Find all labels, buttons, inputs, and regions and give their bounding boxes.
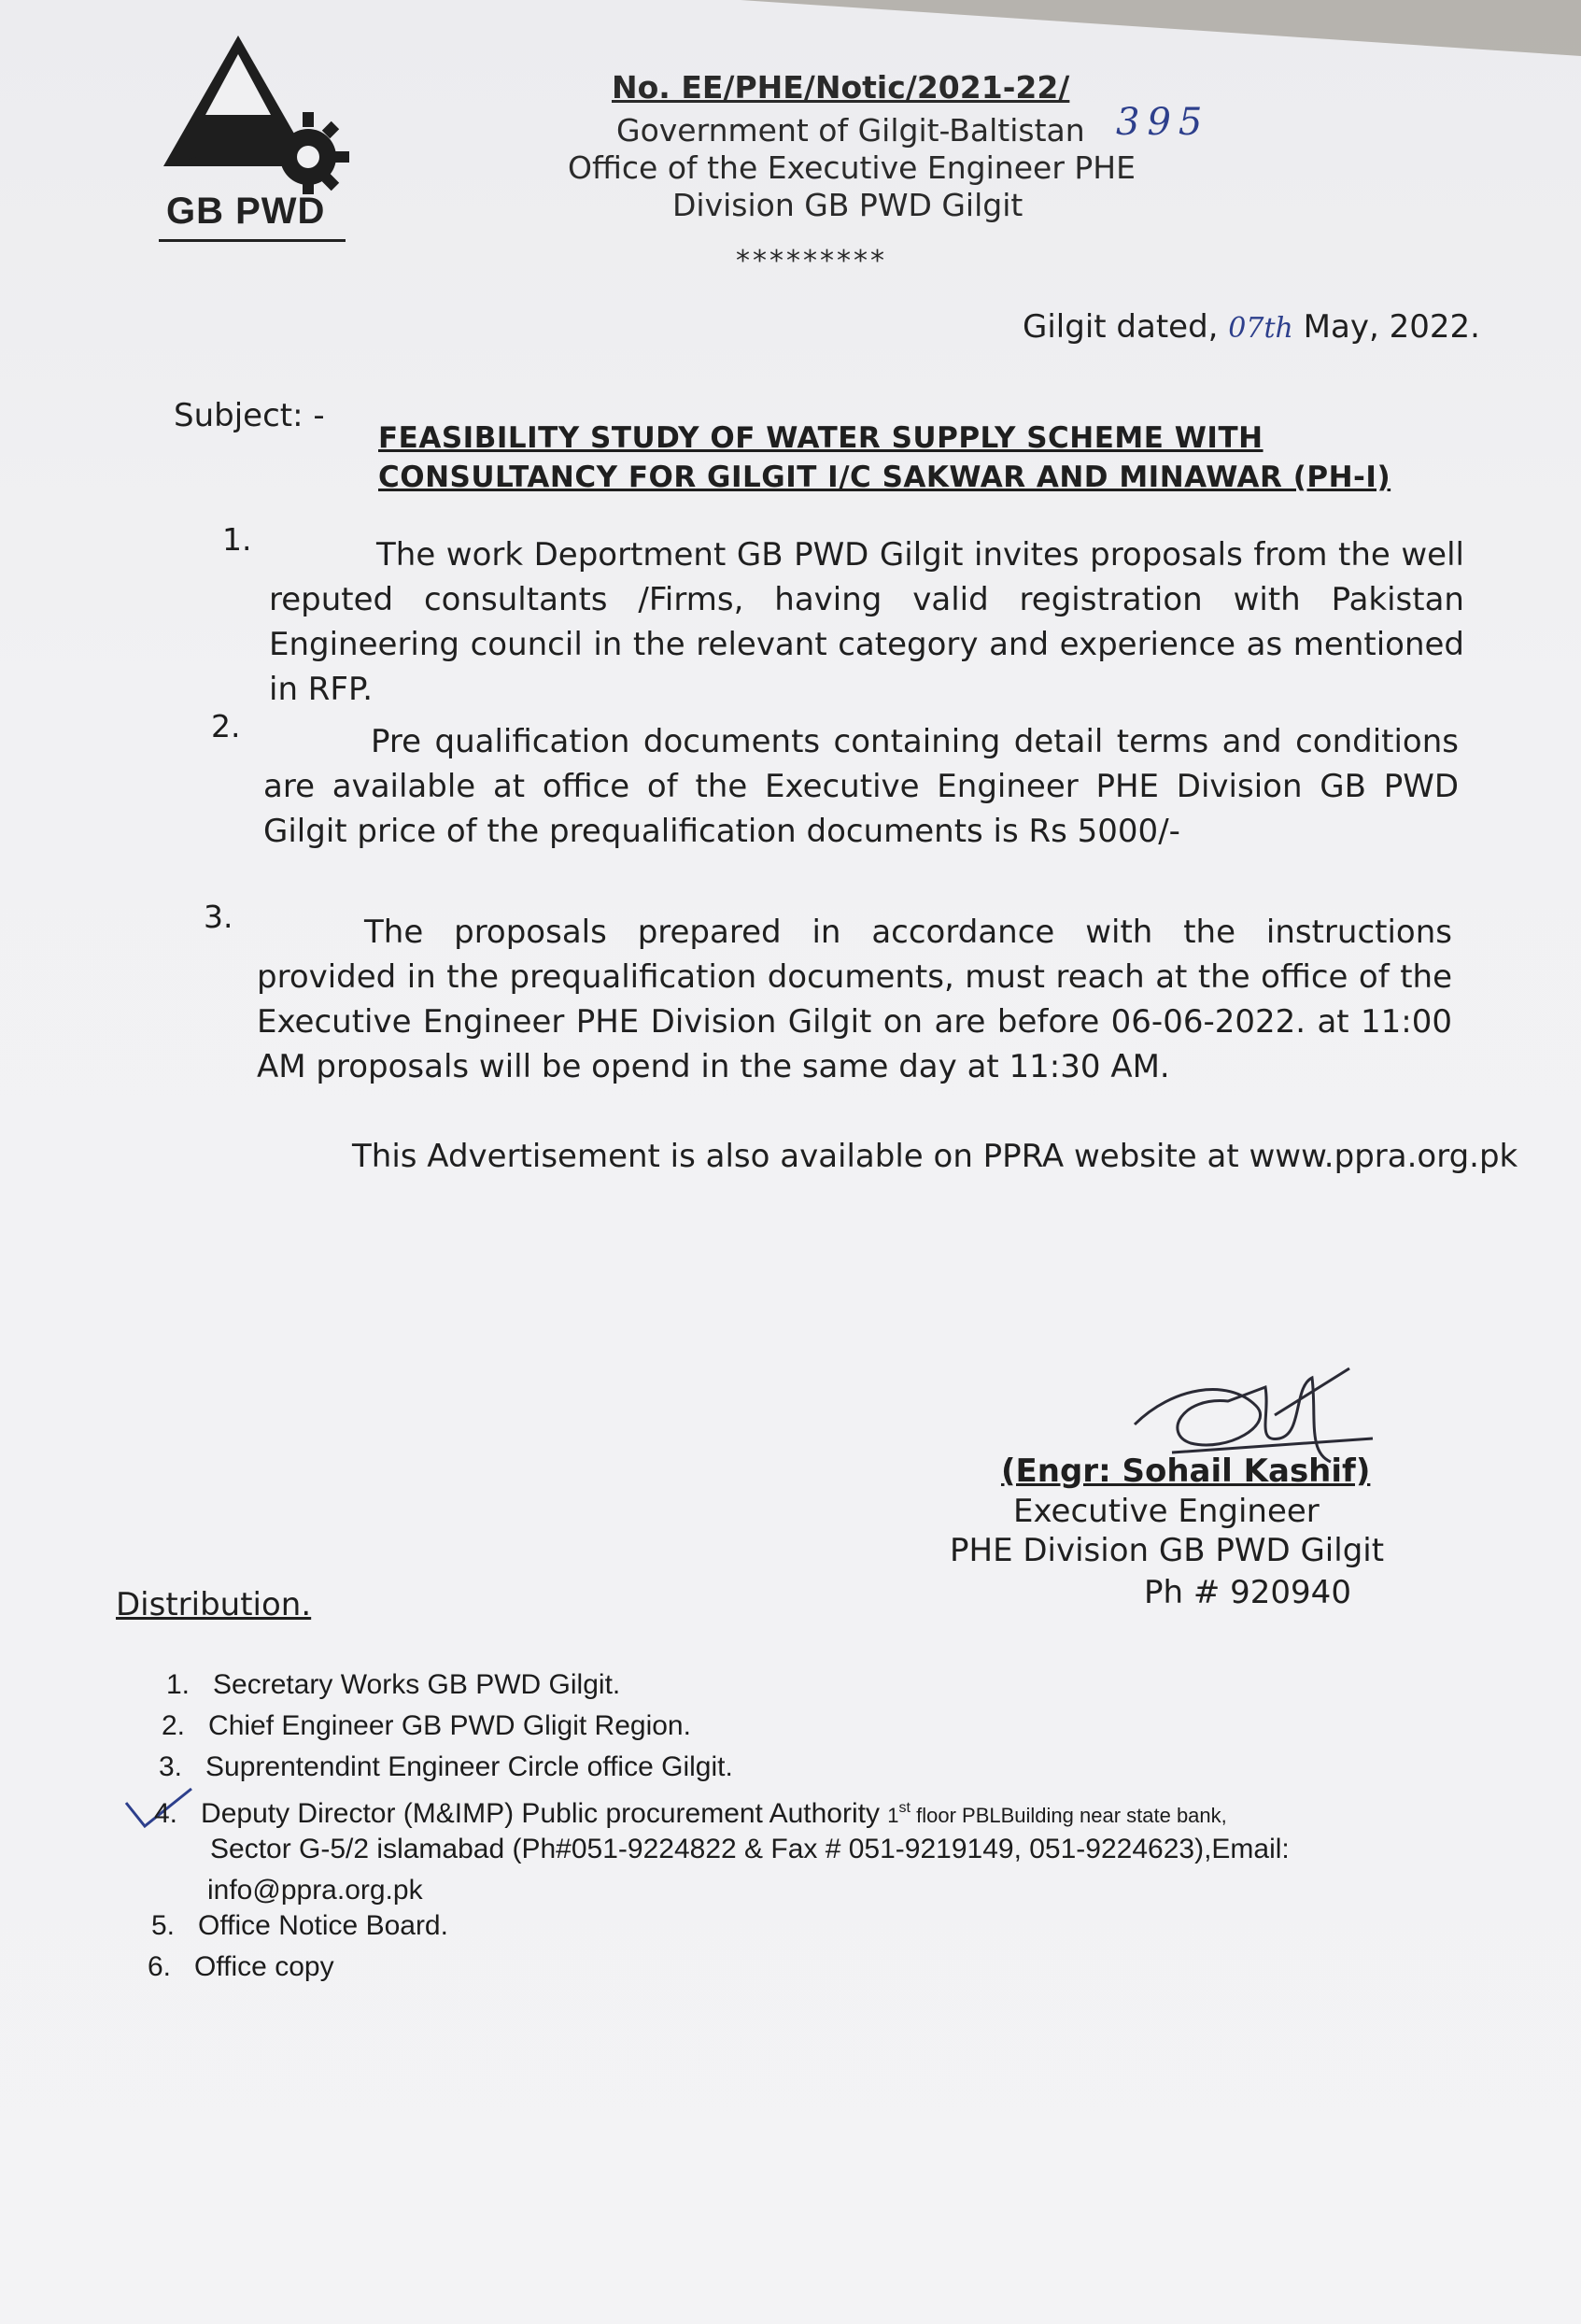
item-text: Suprentendint Engineer Circle office Gilgit. xyxy=(205,1751,733,1782)
distribution-item xyxy=(166,1665,620,1706)
item-address: floor PBLBuilding near state bank, xyxy=(910,1804,1227,1827)
item-text: Secretary Works GB PWD Gilgit. xyxy=(213,1669,621,1700)
date-day-handwritten: 07th xyxy=(1228,312,1293,345)
item-text: Deputy Director (M&IMP) Public procurement Authority xyxy=(201,1798,888,1829)
paragraph-text: The work Deportment GB PWD Gilgit invites proposals from the well reputed consultants /Firms, having valid registration with Pakistan Engineering council in the relevant category and experience as mentioned in RFP. xyxy=(269,536,1464,708)
paragraph-number: 3. xyxy=(204,899,233,935)
subject-label: Subject: - xyxy=(174,397,325,434)
letter-date xyxy=(1023,308,1480,346)
item-text: Office Notice Board. xyxy=(198,1910,448,1941)
distribution-item xyxy=(148,1947,334,1988)
item-text: Chief Engineer GB PWD Gligit Region. xyxy=(208,1710,691,1741)
page-edge-shadow xyxy=(741,0,1581,56)
logo-underline xyxy=(159,239,346,242)
item-number: 5. xyxy=(151,1910,176,1941)
header-separator: ********* xyxy=(736,245,887,277)
logo-label: GB PWD xyxy=(166,191,326,232)
distribution-item xyxy=(159,1747,733,1788)
distribution-label: Distribution. xyxy=(116,1586,312,1623)
item-number: 2. xyxy=(162,1710,186,1741)
item-number: 4. xyxy=(154,1798,178,1829)
paragraph-number: 2. xyxy=(211,708,241,744)
header-division: Division GB PWD Gilgit xyxy=(672,187,1023,223)
item-number: 1. xyxy=(166,1669,191,1700)
paragraph-number: 1. xyxy=(222,521,252,558)
gb-pwd-logo xyxy=(149,26,364,250)
subject-text: FEASIBILITY STUDY OF WATER SUPPLY SCHEME WITH CONSULTANCY FOR GILGIT I/C SAKWAR AND MINAWAR (PH-I) xyxy=(378,421,1391,494)
paragraph-text: Pre qualification documents containing detail terms and conditions are available at office of the Executive Engineer PHE Division GB PWD Gilgit price of the prequalification documents is Rs 5000/- xyxy=(263,723,1459,850)
item-floor-number: 1 xyxy=(887,1804,899,1827)
item-number: 3. xyxy=(159,1751,183,1782)
distribution-item xyxy=(162,1706,691,1747)
item-text: Office copy xyxy=(194,1951,334,1982)
distribution-item-continued: Sector G-5/2 islamabad (Ph#051-9224822 & Fax # 051-9219149, 051-9224623),Email: xyxy=(210,1834,1290,1864)
item-superscript: st xyxy=(898,1800,910,1816)
paragraph-text: The proposals prepared in accordance with the instructions provided in the prequalification documents, must reach at the office of the Executive Engineer PHE Division Gilgit on are before 06-06-2022. at 11:00 AM proposals will be opend in the same day at 11:30 AM. xyxy=(257,914,1452,1085)
date-suffix: May, 2022. xyxy=(1303,308,1480,346)
header-government: Government of Gilgit-Baltistan xyxy=(616,112,1085,149)
handwritten-ref-number: 395 xyxy=(1116,101,1210,144)
signatory-name: (Engr: Sohail Kashif) xyxy=(1001,1452,1371,1490)
signatory-designation: Executive Engineer xyxy=(1013,1493,1320,1530)
distribution-item xyxy=(151,1906,448,1947)
reference-number: No. EE/PHE/Notic/2021-22/ xyxy=(612,69,1070,106)
signatory-phone: Ph # 920940 xyxy=(1144,1574,1351,1611)
mountain-gear-icon xyxy=(149,26,364,194)
item-number: 6. xyxy=(148,1951,172,1982)
distribution-item-email: info@ppra.org.pk xyxy=(207,1875,423,1906)
signatory-division: PHE Division GB PWD Gilgit xyxy=(950,1532,1385,1569)
header-office: Office of the Executive Engineer PHE xyxy=(568,149,1136,186)
date-prefix: Gilgit dated, xyxy=(1023,308,1219,346)
advertisement-note: This Advertisement is also available on PPRA website at www.ppra.org.pk xyxy=(352,1138,1518,1175)
